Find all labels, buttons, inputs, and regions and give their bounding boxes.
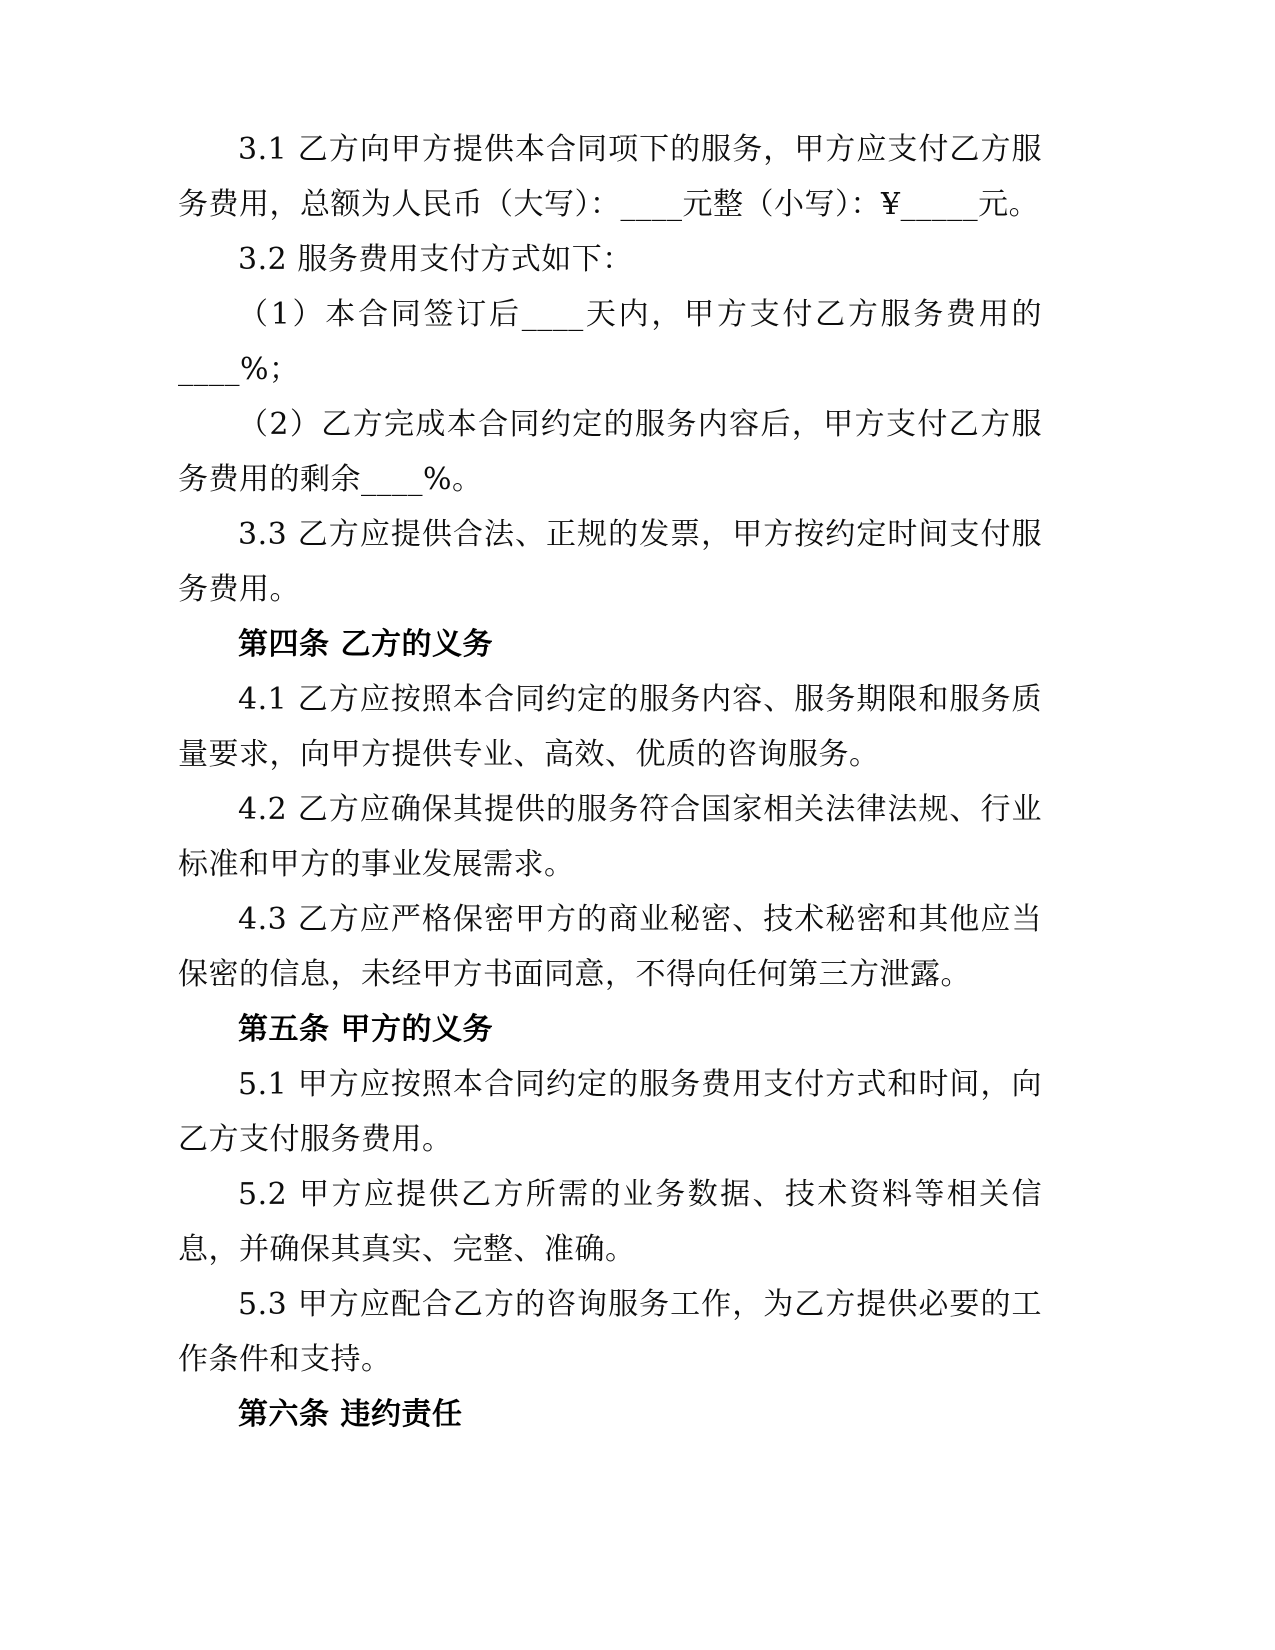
contract-paragraph: 5.1 甲方应按照本合同约定的服务费用支付方式和时间，向乙方支付服务费用。 [178,1067,1042,1157]
section-heading: 第四条 乙方的义务 [238,627,493,662]
contract-paragraph: 4.3 乙方应严格保密甲方的商业秘密、技术秘密和其他应当保密的信息，未经甲方书面同意，不得向任何第三方泄露。 [178,902,1042,992]
contract-paragraph: 4.1 乙方应按照本合同约定的服务内容、服务期限和服务质量要求，向甲方提供专业、高效、优质的咨询服务。 [178,682,1042,772]
section-heading: 第六条 违约责任 [238,1397,463,1432]
contract-body [178,122,1042,1442]
contract-paragraph: 3.1 乙方向甲方提供本合同项下的服务，甲方应支付乙方服务费用，总额为人民币（大写）：____元整（小写）：¥_____元。 [178,132,1042,222]
contract-paragraph: 3.2 服务费用支付方式如下： [238,242,633,277]
contract-paragraph: 5.2 甲方应提供乙方所需的业务数据、技术资料等相关信息，并确保其真实、完整、准确。 [178,1177,1042,1267]
contract-paragraph: 5.3 甲方应配合乙方的咨询服务工作，为乙方提供必要的工作条件和支持。 [178,1287,1042,1377]
contract-paragraph: （2）乙方完成本合同约定的服务内容后，甲方支付乙方服务费用的剩余____%。 [178,407,1042,497]
section-heading: 第五条 甲方的义务 [238,1012,493,1047]
contract-paragraph: 3.3 乙方应提供合法、正规的发票，甲方按约定时间支付服务费用。 [178,517,1042,607]
contract-paragraph: 4.2 乙方应确保其提供的服务符合国家相关法律法规、行业标准和甲方的事业发展需求。 [178,792,1042,882]
contract-paragraph: （1）本合同签订后____天内，甲方支付乙方服务费用的____%； [178,297,1042,387]
